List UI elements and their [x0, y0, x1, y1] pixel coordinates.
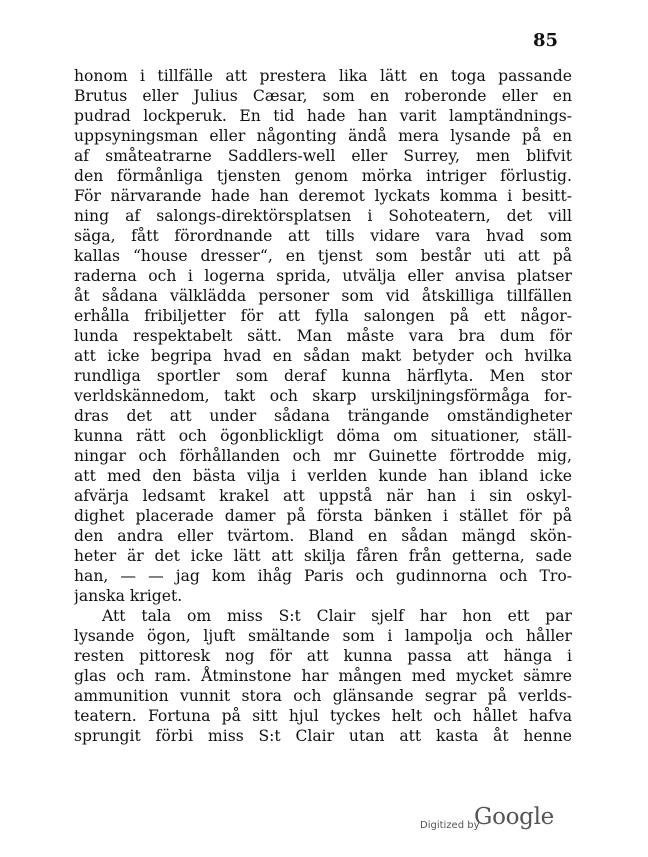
text-line: uppsyningsman eller någonting ändå mera lysande på en [74, 127, 572, 145]
paragraph-1 [74, 66, 572, 606]
text-line: dighet placerade damer på första bänken i stället för på [74, 507, 572, 525]
text-line: janska kriget. [74, 587, 183, 605]
text-line: glas och ram. Åtminstone har mången med mycket sämre [74, 667, 572, 685]
text-line: kallas “house dresser“, en tjenst som består uti att på [74, 247, 572, 265]
digitized-by-google-watermark [420, 804, 570, 838]
text-line: af småteatrarne Saddlers-well eller Surrey, men blifvit [74, 147, 572, 165]
text-line: För närvarande hade han deremot lyckats komma i besitt- [74, 187, 572, 205]
google-logo: Google [474, 804, 554, 830]
text-line: åt sådana välklädda personer som vid åtskilliga tillfällen [74, 287, 572, 305]
text-line: ningar och förhållanden och mr Guinette förtrodde mig, [74, 447, 572, 465]
text-line: teatern. Fortuna på sitt hjul tyckes helt och hållet hafva [74, 707, 572, 725]
text-line: honom i tillfälle att prestera lika lätt en toga passande [74, 67, 572, 85]
page-number: 85 [532, 30, 558, 51]
text-line: verldskännedom, takt och skarp urskiljningsförmåga for- [74, 387, 572, 405]
text-line: rundliga sportler som deraf kunna härflyta. Men stor [74, 367, 572, 385]
body-text [74, 66, 572, 746]
text-line: lysande ögon, ljuft smältande som i lampolja och håller [74, 627, 572, 645]
text-line: den förmånliga tjensten genom mörka intriger förlustig. [74, 167, 572, 185]
paragraph-2 [74, 606, 572, 746]
text-line: heter är det icke lätt att skilja fåren från getterna, sade [74, 547, 572, 565]
text-line: han, — — jag kom ihåg Paris och gudinnorna och Tro- [74, 567, 572, 585]
text-line: kunna rätt och ögonblickligt döma om situationer, ställ- [74, 427, 572, 445]
text-line: pudrad lockperuk. En tid hade han varit lamptändnings- [74, 107, 572, 125]
text-line: raderna och i logerna sprida, utvälja eller anvisa platser [74, 267, 572, 285]
text-line: lunda respektabelt sätt. Man måste vara bra dum för [74, 327, 572, 345]
digitized-by-label: Digitized by [420, 820, 480, 831]
text-line: sprungit förbi miss S:t Clair utan att kasta åt henne [74, 727, 572, 745]
text-line: erhålla fribiljetter för att fylla salongen på ett någor- [74, 307, 572, 325]
text-line: den andra eller tvärtom. Bland en sådan mängd skön- [74, 527, 572, 545]
text-line: resten pittoresk nog för att kunna passa att hänga i [74, 647, 572, 665]
text-line: afvärja ledsamt krakel att uppstå när han i sin oskyl- [74, 487, 572, 505]
text-line: Brutus eller Julius Cæsar, som en roberonde eller en [74, 87, 572, 105]
text-line: dras det att under sådana trängande omständigheter [74, 407, 572, 425]
text-line: Att tala om miss S:t Clair sjelf har hon ett par [102, 607, 572, 625]
text-line: ammunition vunnit stora och glänsande segrar på verlds- [74, 687, 572, 705]
text-line: säga, fått förordnande att tills vidare vara hvad som [74, 227, 572, 245]
text-line: att med den bästa vilja i verlden kunde han ibland icke [74, 467, 572, 485]
text-line: ning af salongs-direktörsplatsen i Sohoteatern, det vill [74, 207, 572, 225]
text-line: att icke begripa hvad en sådan makt betyder och hvilka [74, 347, 572, 365]
